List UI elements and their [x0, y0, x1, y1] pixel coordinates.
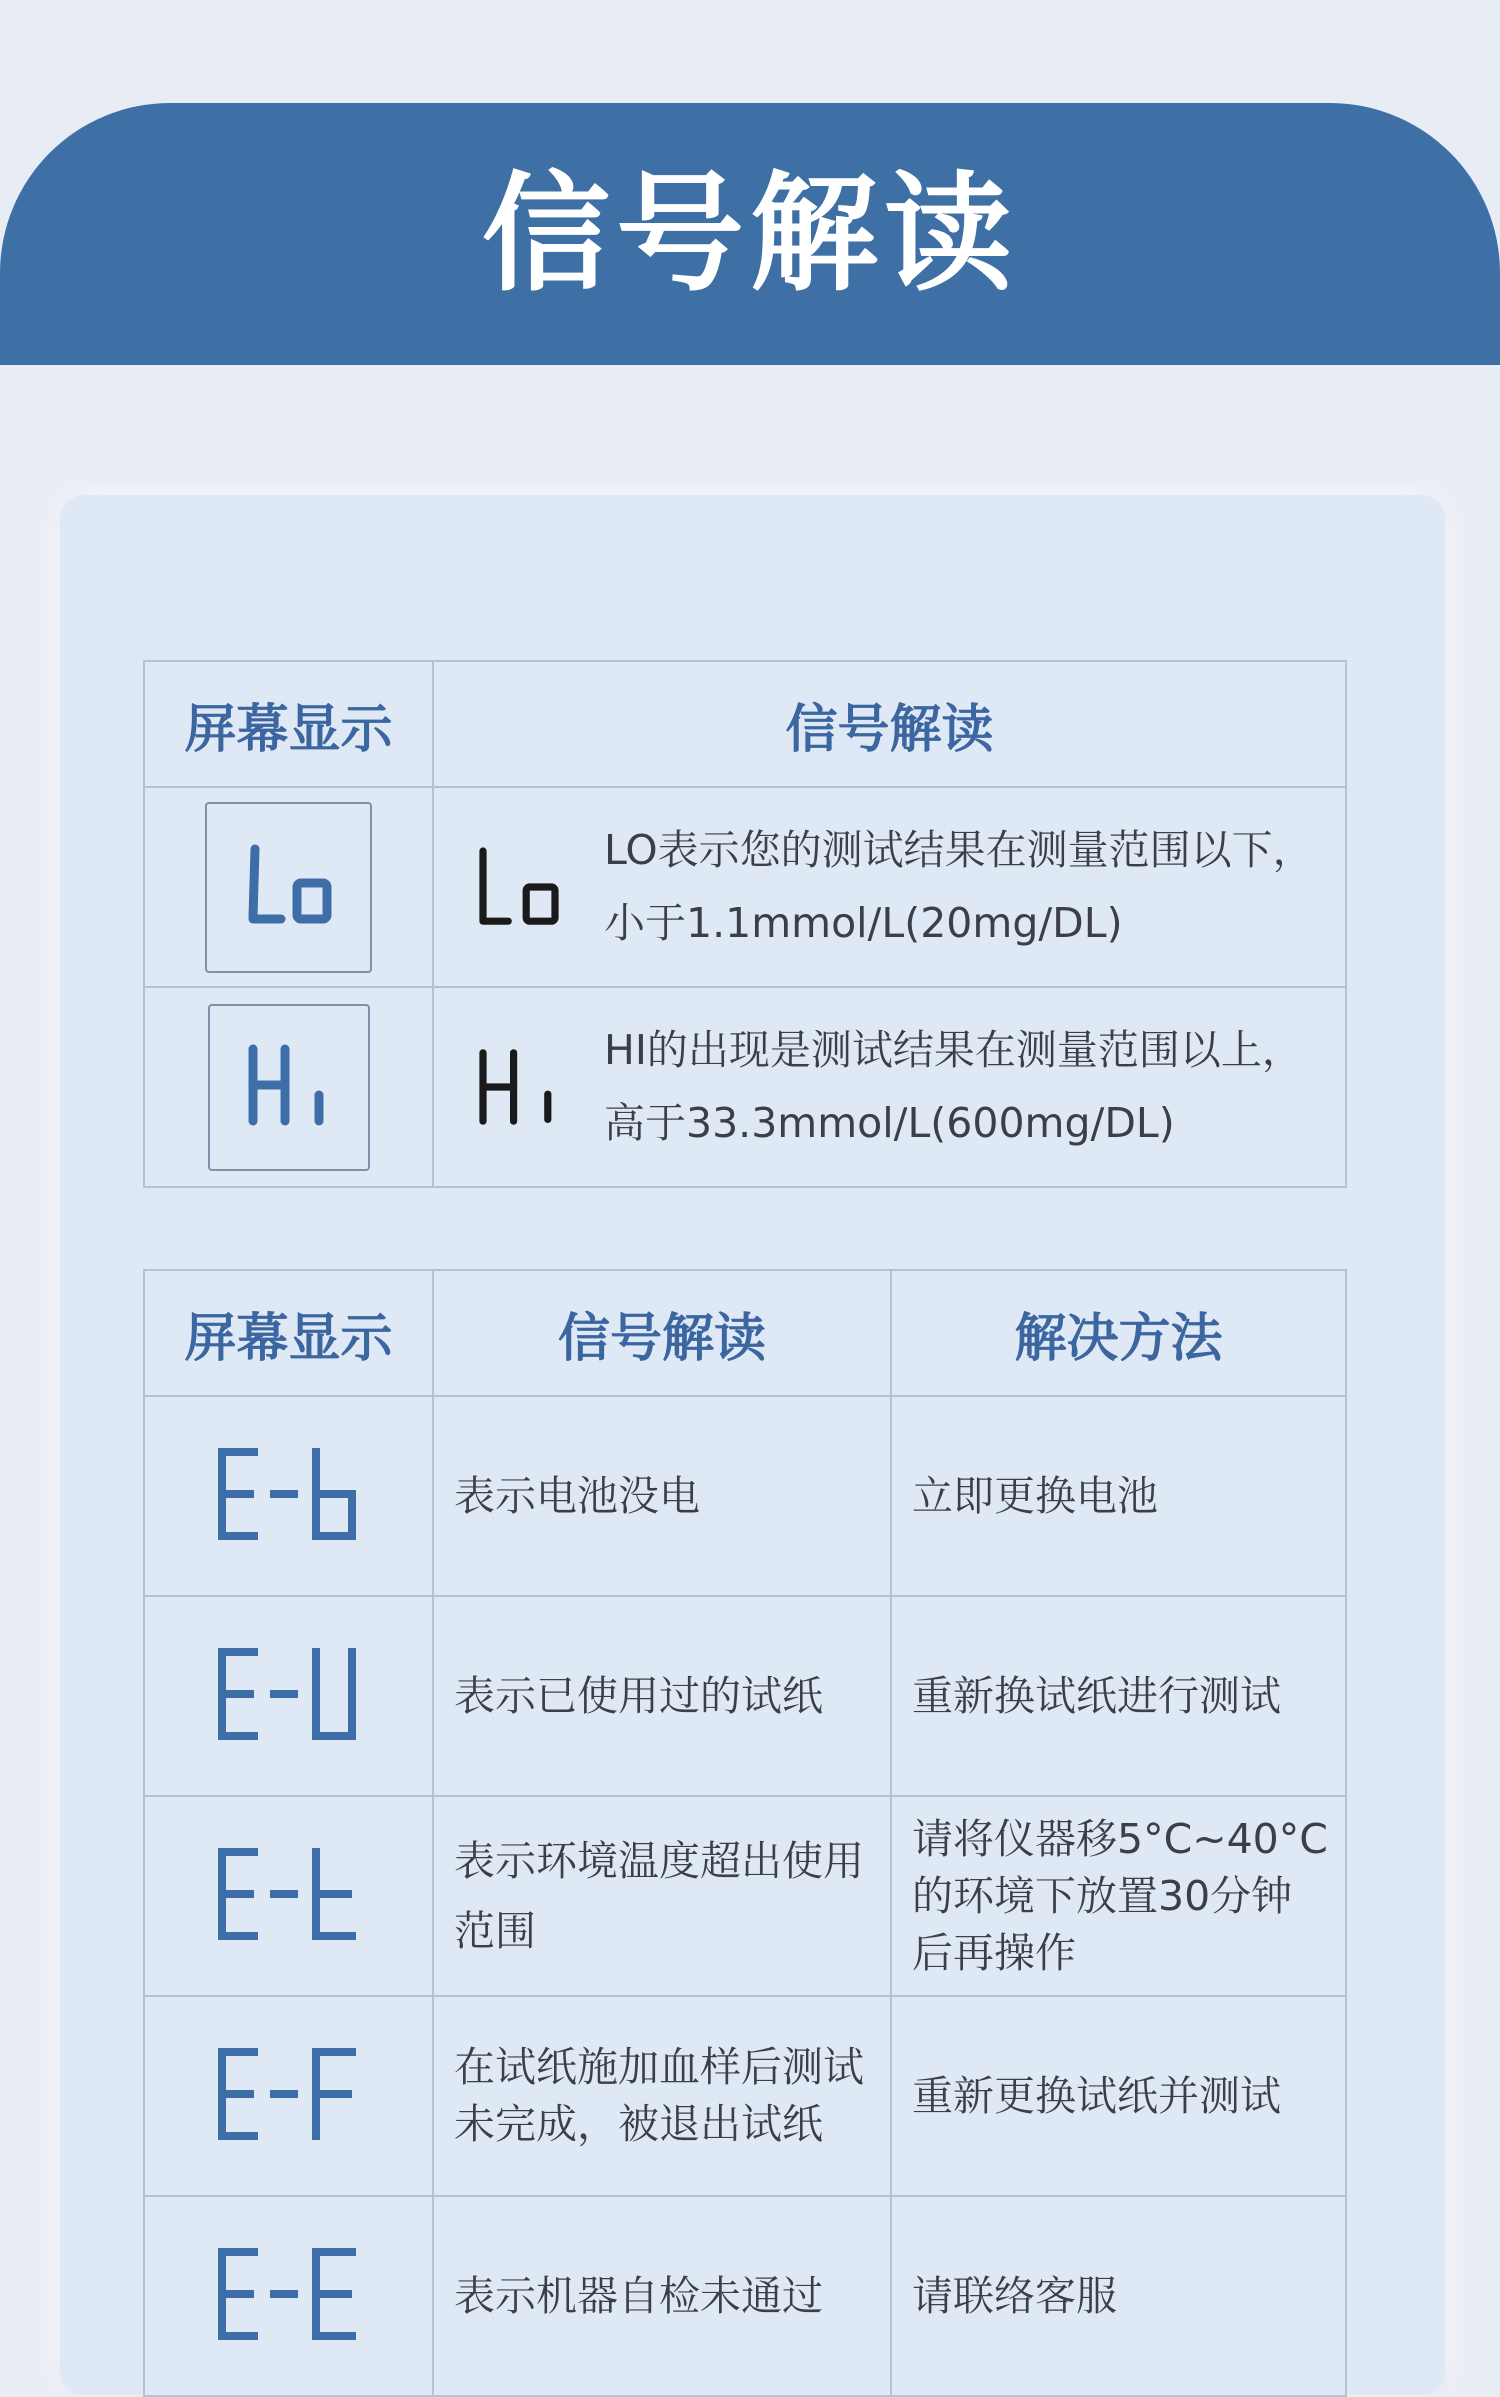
e-u-solution: 重新换试纸进行测试 [912, 1672, 1281, 1720]
table-row-e-u [144, 1596, 1346, 1796]
lo-description: LO表示您的测试结果在测量范围以下， 小于1.1mmol/L(20mg/DL) [604, 826, 1314, 947]
e-b-meaning-cell [433, 1396, 891, 1596]
table-row-lo [144, 787, 1346, 987]
header-screen-display: 屏幕显示 [144, 1270, 433, 1396]
header-signal-meaning: 信号解读 [433, 1270, 891, 1396]
e-e-solution-cell [891, 2196, 1346, 2396]
e-f-meaning-cell [433, 1996, 891, 2196]
table-row-e-b [144, 1396, 1346, 1596]
lo-black-glyph [474, 842, 564, 932]
error-signal-table [143, 1269, 1347, 2397]
e-u-lcd-glyph [214, 1644, 364, 1744]
e-u-display-cell [144, 1596, 433, 1796]
header-signal-meaning: 信号解读 [433, 661, 1346, 787]
range-signal-table [143, 660, 1347, 1188]
e-t-display-cell [144, 1796, 433, 1996]
e-b-meaning: 表示电池没电 [454, 1472, 700, 1520]
e-t-lcd-glyph [214, 1844, 364, 1944]
e-t-solution: 请将仪器移5°C~40°C的环境下放置30分钟后再操作 [912, 1814, 1328, 1977]
page-title: 信号解读 [481, 160, 1018, 309]
table-row-e-f [144, 1996, 1346, 2196]
table-header-row [144, 661, 1346, 787]
table-header-row [144, 1270, 1346, 1396]
e-b-display-cell [144, 1396, 433, 1596]
e-e-meaning-cell [433, 2196, 891, 2396]
e-f-lcd-glyph [214, 2044, 364, 2144]
e-u-meaning-cell [433, 1596, 891, 1796]
hi-description: HI的出现是测试结果在测量范围以上，高于33.3mmol/L(600mg/DL) [604, 1026, 1303, 1147]
hi-display-cell [144, 987, 433, 1187]
e-u-solution-cell [891, 1596, 1346, 1796]
e-b-solution-cell [891, 1396, 1346, 1596]
header-solution: 解决方法 [891, 1270, 1346, 1396]
hi-lcd-glyph [239, 1037, 339, 1137]
hi-lcd-display [208, 1004, 370, 1171]
header-screen-display: 屏幕显示 [144, 661, 433, 787]
e-t-meaning: 表示环境温度超出使用范围 [454, 1837, 864, 1955]
e-t-meaning-cell [433, 1796, 891, 1996]
e-u-meaning: 表示已使用过的试纸 [454, 1672, 823, 1720]
lo-description-cell [433, 787, 1346, 987]
hi-description-cell [433, 987, 1346, 1187]
table-row-e-t [144, 1796, 1346, 1996]
e-f-display-cell [144, 1996, 433, 2196]
e-t-solution-cell [891, 1796, 1346, 1996]
e-e-lcd-glyph [214, 2244, 364, 2344]
table-row-e-e [144, 2196, 1346, 2396]
e-e-display-cell [144, 2196, 433, 2396]
e-e-meaning: 表示机器自检未通过 [454, 2272, 823, 2320]
e-f-solution: 重新更换试纸并测试 [912, 2072, 1281, 2120]
lo-display-cell [144, 787, 433, 987]
lo-lcd-display [205, 802, 372, 973]
lo-lcd-glyph [239, 837, 339, 937]
e-b-solution: 立即更换电池 [912, 1472, 1158, 1520]
e-f-solution-cell [891, 1996, 1346, 2196]
e-b-lcd-glyph [214, 1444, 364, 1544]
e-e-solution: 请联络客服 [912, 2272, 1117, 2320]
table-row-hi [144, 987, 1346, 1187]
hi-black-glyph [474, 1042, 564, 1132]
e-f-meaning: 在试纸施加血样后测试未完成，被退出试纸 [454, 2043, 864, 2148]
